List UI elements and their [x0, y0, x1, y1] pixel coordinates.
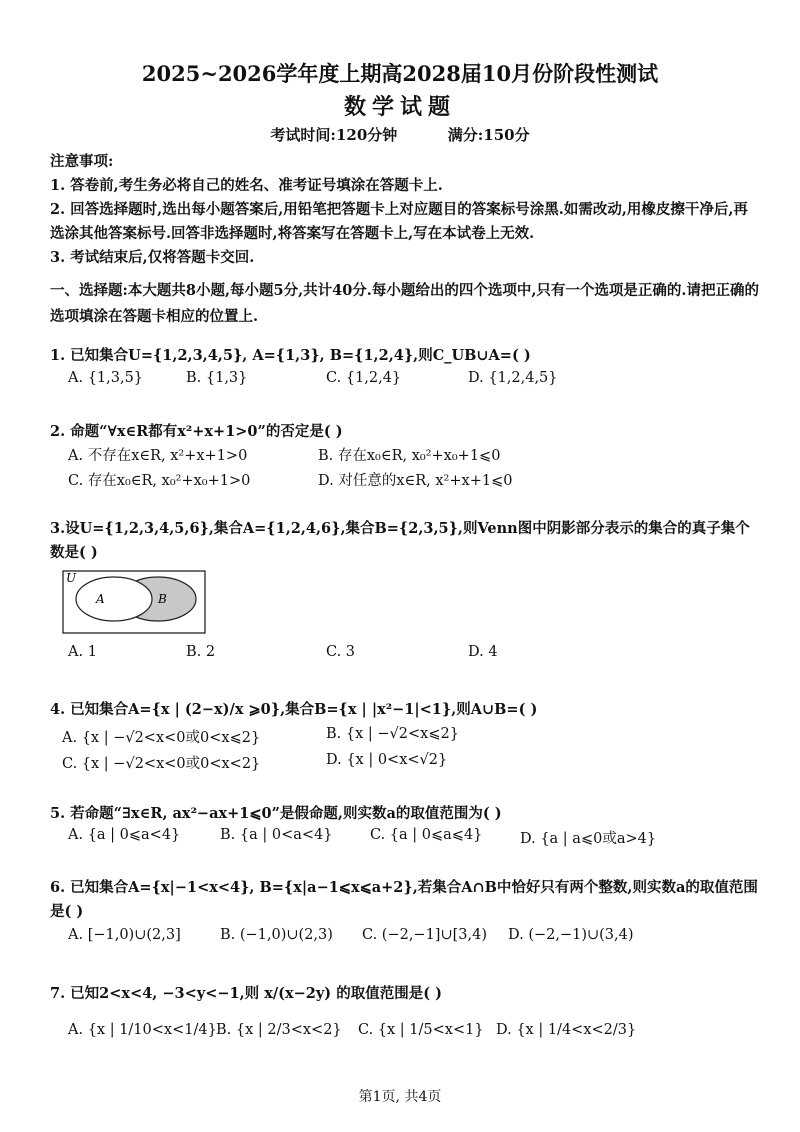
option-d: D. 对任意的x∈R, x²+x+1⩽0 — [318, 473, 513, 489]
option-a: A. {x | −√2<x<0或0<x⩽2} — [62, 730, 261, 746]
venn-label-b: B — [158, 592, 167, 606]
exam-title: 2025~2026学年度上期高2028届10月份阶段性测试 — [141, 61, 659, 86]
option-b: B. 存在x₀∈R, x₀²+x₀+1⩽0 — [318, 448, 501, 464]
option-b: B. (−1,0)∪(2,3) — [220, 927, 333, 943]
option-c: C. {x | 1/5<x<1} — [358, 1022, 484, 1038]
venn-circle-a — [76, 577, 152, 621]
venn-diagram — [62, 570, 206, 634]
question-3: 3.设U={1,2,3,4,5,6},集合A={1,2,4,6},集合B={2,3,5},则Venn图中阴影部分表示的集合的真子集个数是( ) — [50, 520, 750, 561]
option-c: C. (−2,−1]∪[3,4) — [362, 927, 487, 943]
note-item: 2. 回答选择题时,选出每小题答案后,用铅笔把答题卡上对应题目的答案标号涂黑.如需改动,用橡皮擦干净后,再选涂其他答案标号.回答非选择题时,将答案写在答题卡上,写在本试卷上无效. — [50, 201, 748, 242]
option-c: C. {a | 0⩽a⩽4} — [370, 827, 483, 843]
venn-label-a: A — [96, 592, 105, 606]
option-c: C. {x | −√2<x<0或0<x<2} — [62, 756, 261, 772]
subject-title: 数学试题 — [343, 94, 456, 120]
exam-time: 考试时间:120分钟 — [270, 126, 398, 144]
question-4: 4. 已知集合A={x | (2−x)/x ⩾0},集合B={x | |x²−1|<1},则A∪B=( ) — [50, 701, 538, 718]
option-a: A. [−1,0)∪(2,3] — [68, 927, 181, 943]
option-d: D. {x | 0<x<√2} — [326, 752, 448, 768]
option-a: A. {1,3,5} — [68, 370, 144, 386]
option-d: D. {1,2,4,5} — [468, 370, 558, 386]
option-b: B. {a | 0<a<4} — [220, 827, 333, 843]
notes — [50, 150, 762, 270]
question-1: 1. 已知集合U={1,2,3,4,5}, A={1,3}, B={1,2,4},则C_UB∪A=( ) — [50, 347, 531, 364]
notes-heading: 注意事项: — [50, 153, 114, 170]
option-a: A. {a | 0⩽a<4} — [68, 827, 181, 843]
option-b: B. {x | 2/3<x<2} — [216, 1022, 342, 1038]
option-b: B. {1,3} — [186, 370, 248, 386]
section-heading: 一、选择题:本大题共8小题,每小题5分,共计40分.每小题给出的四个选项中,只有一个选项是正确的.请把正确的选项填涂在答题卡相应的位置上. — [50, 282, 759, 325]
option-b: B. 2 — [186, 644, 216, 660]
option-b: B. {x | −√2<x⩽2} — [326, 726, 459, 742]
exam-score: 满分:150分 — [447, 126, 530, 144]
option-d: D. {a | a⩽0或a>4} — [520, 831, 657, 847]
option-a: A. {x | 1/10<x<1/4} — [68, 1022, 217, 1038]
question-5: 5. 若命题“∃x∈R, ax²−ax+1⩽0”是假命题,则实数a的取值范围为( ) — [50, 805, 502, 822]
option-a: A. 不存在x∈R, x²+x+1>0 — [68, 448, 248, 464]
page-footer: 第1页, 共4页 — [358, 1089, 442, 1105]
option-c: C. 3 — [326, 644, 356, 660]
option-d: D. 4 — [468, 644, 498, 660]
option-c: C. 存在x₀∈R, x₀²+x₀+1>0 — [68, 473, 251, 489]
option-c: C. {1,2,4} — [326, 370, 402, 386]
question-6: 6. 已知集合A={x|−1<x<4}, B={x|a−1⩽x⩽a+2},若集合A∩B中恰好只有两个整数,则实数a的取值范围是( ) — [50, 879, 758, 920]
venn-label-u: U — [66, 571, 77, 585]
note-item: 1. 答卷前,考生务必将自己的姓名、准考证号填涂在答题卡上. — [50, 177, 443, 194]
note-item: 3. 考试结束后,仅将答题卡交回. — [50, 249, 255, 266]
exam-meta — [0, 124, 800, 145]
question-7: 7. 已知2<x<4, −3<y<−1,则 x/(x−2y) 的取值范围是( ) — [50, 985, 442, 1002]
question-2: 2. 命题“∀x∈R都有x²+x+1>0”的否定是( ) — [50, 423, 343, 440]
option-d: D. {x | 1/4<x<2/3} — [496, 1022, 637, 1038]
option-d: D. (−2,−1)∪(3,4) — [508, 927, 634, 943]
option-a: A. 1 — [68, 644, 97, 660]
